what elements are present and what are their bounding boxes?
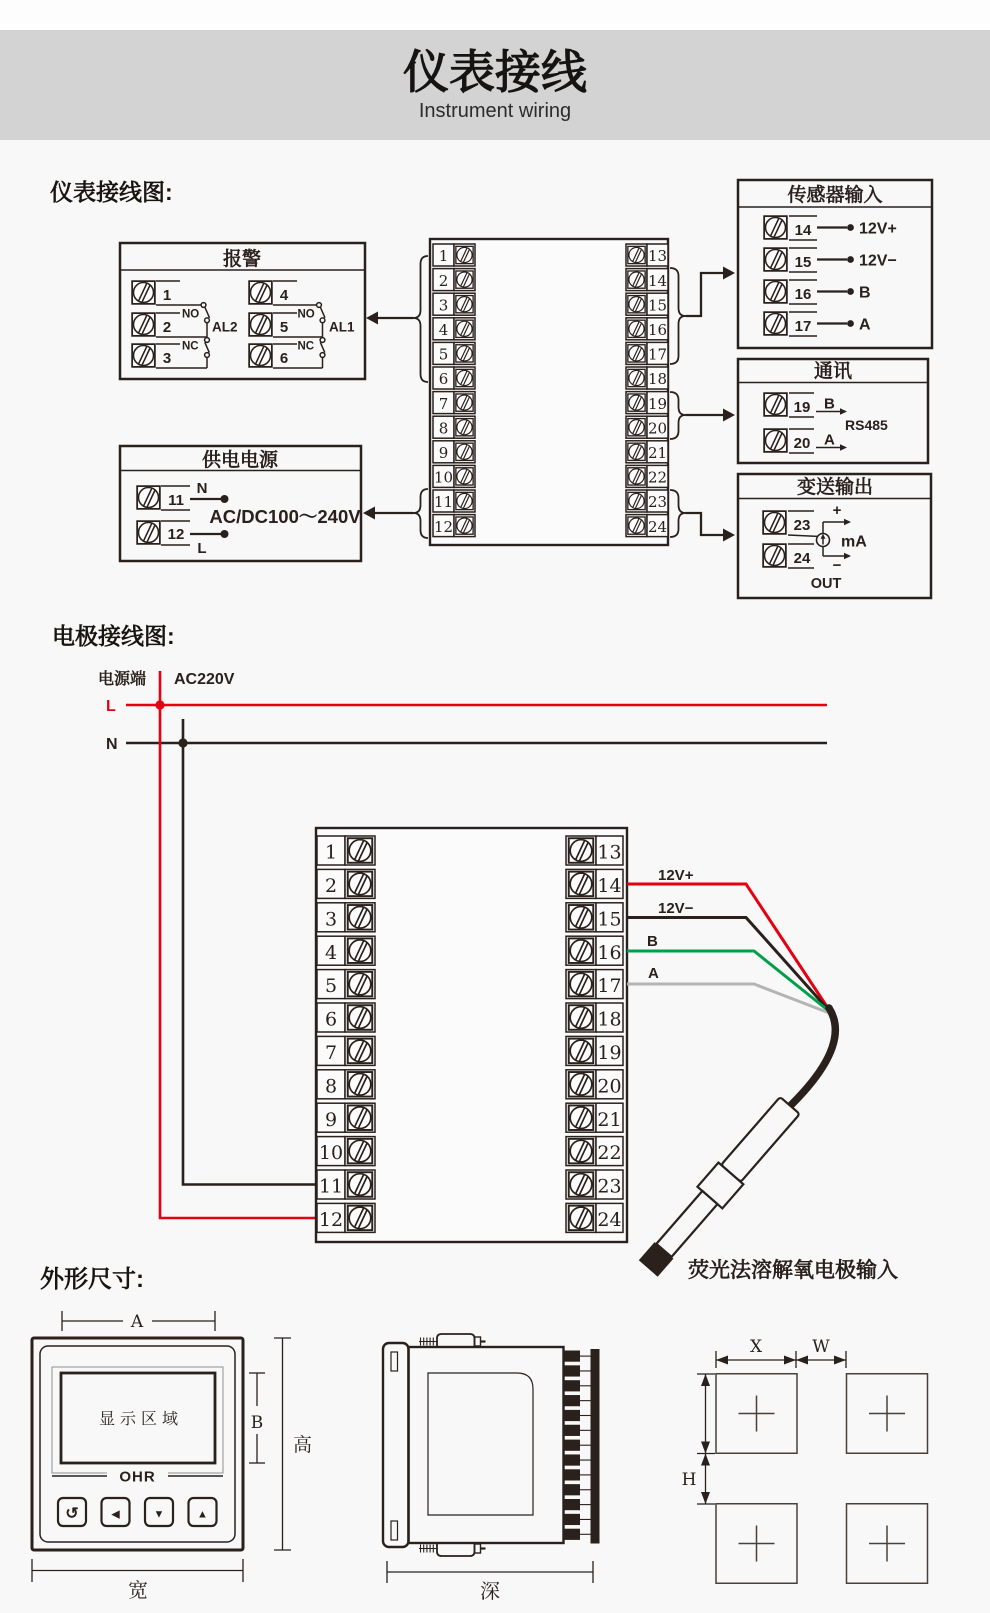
terminal-number: 17 [647, 345, 668, 364]
al2-label: AL2 [212, 319, 238, 335]
alarm-terminal-number: 2 [162, 319, 172, 336]
neutral-line-label: N [106, 736, 118, 753]
output-title: 变送输出 [796, 477, 874, 498]
terminal-number: 10 [318, 1142, 344, 1165]
terminal-number: 2 [438, 271, 449, 290]
screw-icon [348, 1105, 373, 1130]
terminal-number: 23 [597, 1175, 622, 1198]
terminal-number: 22 [647, 468, 668, 487]
screw-icon [628, 394, 645, 411]
terminal-number: 23 [647, 493, 668, 512]
comm-terminal-number: 20 [793, 435, 811, 452]
terminal-number: 19 [647, 394, 668, 413]
terminal-fin [564, 1499, 581, 1510]
screw-icon [348, 938, 373, 963]
terminal-number: 19 [597, 1042, 622, 1065]
screw-icon [628, 345, 645, 362]
dissolved-oxygen-probe [636, 1008, 836, 1279]
screw-icon [569, 1039, 594, 1064]
alarm-terminal-number: 4 [279, 287, 289, 304]
terminal-strip-2 [316, 828, 627, 1242]
sensor-terminal-number: 16 [794, 286, 812, 303]
comm-title: 通讯 [813, 361, 853, 382]
nc-label: NC [297, 340, 315, 353]
screw-icon [456, 246, 473, 263]
transmit-output-box [738, 474, 931, 598]
front-buttons [58, 1498, 217, 1526]
screw-icon [628, 296, 645, 313]
rear-terminal-comb [564, 1349, 600, 1544]
terminal-fin [564, 1484, 581, 1495]
screw-icon [569, 938, 594, 963]
alarm-terminal-number: 6 [279, 350, 289, 367]
terminal-number: 21 [597, 1108, 622, 1131]
page-subtitle: Instrument wiring [418, 99, 572, 122]
left-arrow-icon: ◀ [111, 1508, 120, 1521]
terminal-number: 5 [324, 975, 338, 998]
dim-h-label: H [681, 1470, 697, 1490]
comm-terminal-number: 19 [793, 399, 811, 416]
terminal-fin [564, 1469, 581, 1480]
output-unit: mA [841, 533, 867, 551]
alarm-relay-symbol-right [317, 303, 325, 368]
screw-icon [569, 1005, 594, 1030]
rear-rail [591, 1349, 600, 1544]
live-line-label: L [106, 698, 116, 715]
terminal-number: 21 [647, 443, 668, 462]
terminal-number: 18 [647, 370, 668, 389]
terminal-number: 8 [438, 419, 449, 438]
probe-label: 荧光法溶解氧电极输入 [688, 1259, 898, 1282]
mains-voltage-label: AC220V [174, 671, 235, 688]
terminal-number: 5 [438, 345, 449, 364]
terminal-fin [564, 1440, 581, 1451]
screw-icon [348, 1206, 373, 1231]
alarm-title: 报警 [222, 249, 262, 270]
screw-icon [628, 246, 645, 263]
terminal-fin [564, 1351, 581, 1362]
terminal-number: 4 [324, 941, 338, 964]
screw-icon [569, 1206, 594, 1231]
screw-icon [348, 1005, 373, 1030]
dim-a-label: A [130, 1312, 144, 1332]
display-area-label: 显示区域 [98, 1411, 184, 1428]
terminal-number: 13 [647, 247, 668, 266]
alarm-terminal-number: 3 [162, 350, 172, 367]
screw-icon [456, 369, 473, 386]
terminal-number: 18 [597, 1008, 622, 1031]
screw-icon [456, 296, 473, 313]
screw-icon [456, 419, 473, 436]
screw-icon [348, 1139, 373, 1164]
screw-icon [569, 838, 594, 863]
terminal-fin [564, 1529, 581, 1540]
power-supply-box [120, 446, 361, 561]
terminal-number: 6 [324, 1008, 338, 1031]
wire-label-a: A [648, 965, 659, 982]
mounting-clamp-top [419, 1334, 486, 1347]
screw-icon [628, 492, 645, 509]
power-title: 供电电源 [201, 450, 279, 471]
terminal-number: 3 [438, 296, 449, 315]
terminal-fin [564, 1454, 581, 1465]
terminal-number: 9 [438, 443, 449, 462]
sensor-terminal-number: 14 [794, 222, 812, 239]
terminal-number: 24 [647, 517, 668, 536]
screw-icon [628, 443, 645, 460]
output-terminal-number: 23 [793, 517, 811, 534]
dim-height-label: 高 [293, 1435, 313, 1456]
side-view [383, 1334, 600, 1603]
screw-icon [348, 1172, 373, 1197]
wire-label-12vm: 12V− [658, 900, 694, 917]
screw-icon [456, 468, 473, 485]
no-label: NO [297, 308, 315, 321]
sensor-signal-label: B [859, 284, 871, 302]
heading-instrument-wiring: 仪表接线图: [50, 179, 173, 205]
terminal-number: 15 [597, 908, 622, 931]
terminal-strip-1 [430, 239, 668, 545]
communication-box [738, 359, 928, 463]
down-arrow-icon: ▼ [153, 1508, 165, 1521]
comm-signal-label: B [824, 395, 835, 413]
screw-icon [569, 1072, 594, 1097]
comm-protocol-label: RS485 [845, 417, 888, 433]
terminal-number: 12 [433, 517, 454, 536]
up-arrow-icon: ▲ [197, 1508, 208, 1521]
screw-icon [456, 394, 473, 411]
screw-icon [628, 320, 645, 337]
screw-icon [628, 468, 645, 485]
terminal-number: 22 [597, 1142, 622, 1165]
instrument-wiring-diagram [120, 180, 932, 598]
output-minus: − [832, 557, 842, 574]
screw-icon [348, 838, 373, 863]
screw-icon [628, 271, 645, 288]
dim-depth-label: 深 [480, 1581, 500, 1603]
alarm-box [120, 243, 365, 379]
terminal-number: 16 [597, 941, 622, 964]
terminal-number: 4 [438, 320, 449, 339]
terminal-number: 7 [438, 394, 449, 413]
sensor-title: 传感器输入 [787, 185, 883, 206]
terminal-number: 8 [324, 1075, 338, 1098]
screw-icon [569, 972, 594, 997]
nc-label: NC [182, 340, 199, 353]
sensor-terminal-number: 15 [794, 254, 812, 271]
electrode-wiring-diagram [98, 669, 898, 1282]
terminal-fin [564, 1365, 581, 1376]
sensor-terminal-number: 17 [794, 318, 812, 335]
wire-label-12vp: 12V+ [658, 867, 694, 884]
brand-logo: OHR [119, 1468, 156, 1486]
screw-icon [348, 972, 373, 997]
terminal-number: 24 [597, 1209, 622, 1232]
output-plus: + [832, 502, 842, 519]
alarm-relay-symbol-left [201, 303, 209, 368]
terminal-fin [564, 1380, 581, 1391]
terminal-number: 1 [438, 247, 449, 266]
comm-signal-label: A [824, 431, 835, 449]
screw-icon [569, 1172, 594, 1197]
dim-x-label: X [749, 1337, 763, 1357]
power-terminal-number: 12 [167, 526, 185, 543]
terminal-number: 20 [597, 1075, 622, 1098]
terminal-number: 15 [647, 296, 668, 315]
screw-icon [456, 271, 473, 288]
cutout-view [682, 1337, 928, 1583]
terminal-number: 9 [324, 1108, 338, 1131]
terminal-number: 17 [597, 975, 622, 998]
screw-icon [456, 443, 473, 460]
terminal-number: 13 [597, 841, 622, 864]
terminal-number: 7 [324, 1042, 338, 1065]
no-label: NO [182, 308, 200, 321]
terminal-number: 12 [318, 1209, 344, 1232]
terminal-fin [564, 1425, 581, 1436]
output-out-label: OUT [810, 576, 842, 592]
neutral-label: N [196, 480, 208, 497]
terminal-number: 16 [647, 320, 668, 339]
heading-electrode-wiring: 电极接线图: [52, 623, 175, 649]
screw-icon [569, 905, 594, 930]
alarm-terminal-number: 1 [162, 287, 172, 304]
sensor-input-box [738, 180, 932, 348]
screw-icon [569, 1105, 594, 1130]
screw-icon [348, 1072, 373, 1097]
alarm-terminal-number: 5 [279, 319, 289, 336]
terminal-number: 3 [324, 908, 338, 931]
screw-icon [569, 872, 594, 897]
screw-icon [569, 1139, 594, 1164]
screw-icon [456, 320, 473, 337]
sensor-signal-label: 12V+ [859, 220, 897, 238]
page-title: 仪表接线 [403, 46, 587, 99]
screw-icon [348, 1039, 373, 1064]
terminal-number: 11 [433, 493, 454, 512]
terminal-fin [564, 1395, 581, 1406]
sensor-signal-label: 12V− [859, 252, 897, 270]
heading-outline-dimensions: 外形尺寸: [40, 1266, 144, 1293]
terminal-fin [564, 1514, 581, 1525]
live-label: L [197, 540, 207, 557]
screw-icon [348, 872, 373, 897]
terminal-number: 14 [647, 271, 668, 290]
screw-icon [348, 905, 373, 930]
terminal-number: 10 [433, 468, 454, 487]
alarm-terminal-lines [156, 281, 323, 368]
terminal-fin [564, 1410, 581, 1421]
screw-icon [456, 492, 473, 509]
sensor-signal-label: A [859, 316, 871, 334]
loop-icon: ↺ [65, 1505, 79, 1523]
terminal-number: 2 [324, 875, 338, 898]
supply-terminal-label: 电源端 [98, 671, 147, 688]
output-terminal-number: 24 [793, 550, 811, 567]
screw-icon [628, 517, 645, 534]
terminal-number: 1 [324, 841, 338, 864]
terminal-number: 11 [318, 1175, 344, 1198]
outline-dimensions [32, 1311, 928, 1603]
screw-icon [456, 345, 473, 362]
front-view [32, 1311, 312, 1602]
al1-label: AL1 [329, 319, 355, 335]
dim-w-label: W [812, 1337, 830, 1357]
dim-width-label: 宽 [128, 1580, 148, 1602]
screw-icon [628, 419, 645, 436]
supply-voltage: AC/DC100～240V [209, 506, 361, 527]
cutout-squares [716, 1374, 928, 1584]
terminal-number: 20 [647, 419, 668, 438]
dim-b-label: B [250, 1413, 264, 1433]
wire-label-b: B [647, 933, 658, 950]
mounting-clamp-bottom [419, 1543, 486, 1556]
terminal-number: 6 [438, 370, 449, 389]
screw-icon [456, 517, 473, 534]
terminal-number: 14 [597, 875, 622, 898]
power-terminal-number: 11 [168, 492, 184, 509]
screw-icon [628, 369, 645, 386]
